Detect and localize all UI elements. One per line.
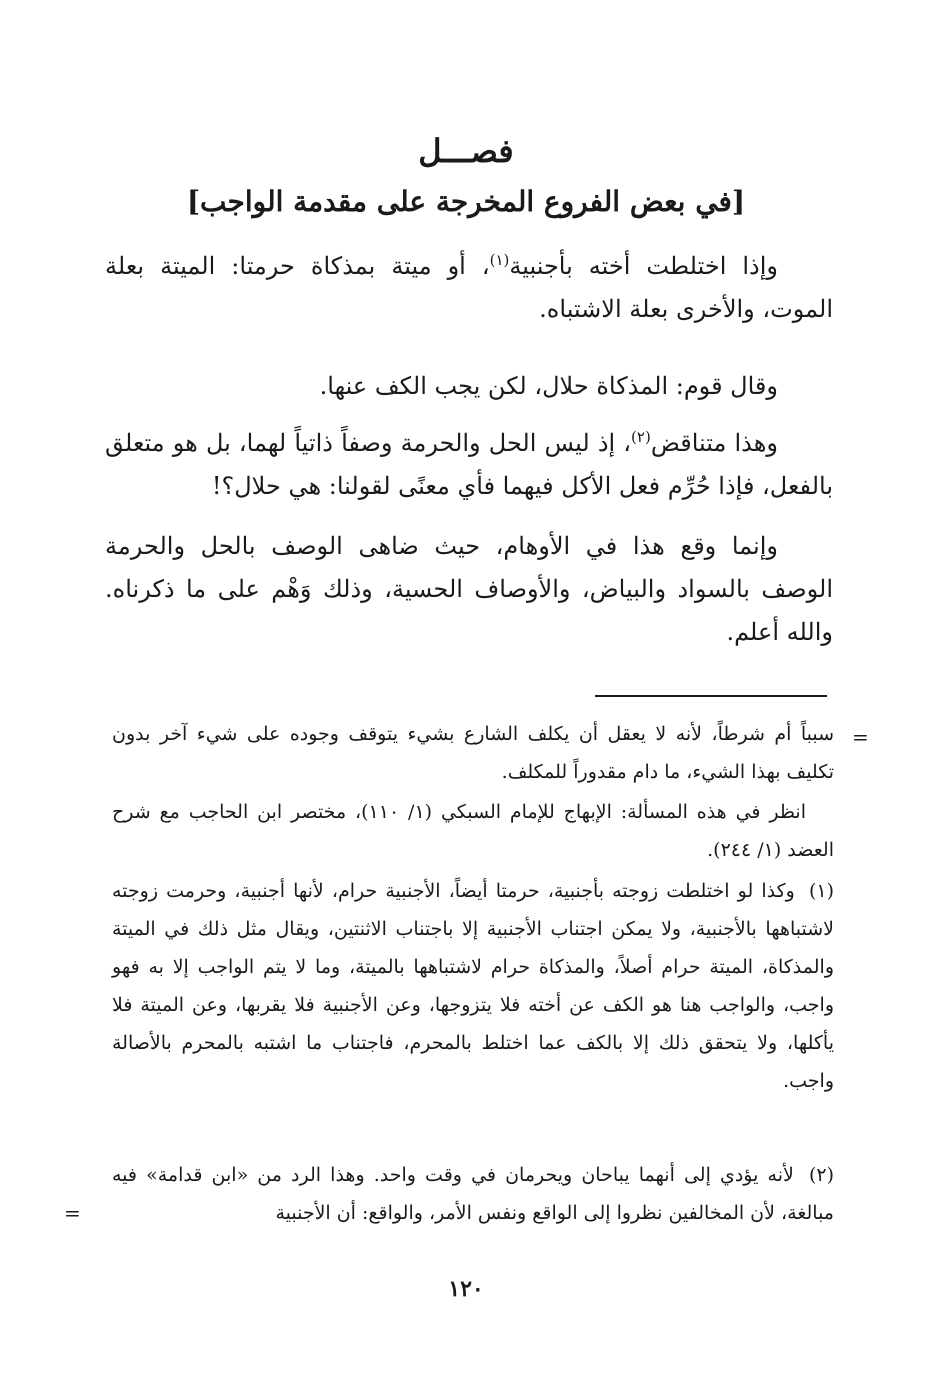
- page-number: ١٢٠: [448, 1276, 484, 1302]
- paragraph-1: [105, 245, 833, 331]
- footnote-1-text: وكذا لو اختلطت زوجته بأجنبية، حرمتا أيضاً، الأجنبية حرام، لأنها أجنبية، وحرمت زوجته لاشتباهها بالأجنبية، ولا يمكن اجتناب الأجنبية إلا باجتناب الاثنتين، ويقال مثل ذلك في الميتة والمذكاة، الميتة حرام أصلاً، والمذكاة حرام لاشتباهها بالميتة، وما لا يتم الواجب إلا به فهو واجب، والواجب هنا هو الكف عن أخته فلا يتزوجها، وعن الأجنبية فلا يقربها، وعن الميتة فلا يأكلها، ولا يتحقق ذلك إلا بالكف عما اختلط بالمحرم، فاجتناب ما اشتبه بالمحرم بالأصالة واجب.: [112, 880, 835, 1092]
- paragraph-1-text-b: ، أو ميتة بمذكاة حرمتا: الميتة بعلة الموت، والأخرى بعلة الاشتباه.: [105, 252, 833, 323]
- footnote-2-number: (٢): [808, 1164, 834, 1186]
- paragraph-4: [105, 525, 833, 654]
- footnote-reference-note: [112, 793, 834, 869]
- paragraph-3-text-a: وهذا متناقض: [650, 429, 778, 457]
- footnote-continuation-text: سبباً أم شرطاً، لأنه لا يعقل أن يكلف الشارع بشيء يتوقف وجوده على شيء آخر بدون تكليف بهذا الشيء، ما دام مقدوراً للمكلف.: [112, 723, 834, 783]
- section-subtitle: [في بعض الفروع المخرجة على مقدمة الواجب]: [186, 185, 746, 218]
- paragraph-3: [105, 422, 833, 508]
- paragraph-2-text: وقال قوم: المذكاة حلال، لكن يجب الكف عنها.: [319, 372, 778, 400]
- footnote-continuation-mark: =: [852, 725, 869, 749]
- footnote-1: [112, 872, 834, 1100]
- paragraph-4-text: وإنما وقع هذا في الأوهام، حيث ضاهى الوصف بالحل والحرمة الوصف بالسواد والبياض، والأوصاف الحسية، وذلك وَهْم على ما ذكرناه. والله أعلم.: [105, 532, 833, 646]
- footnote-1-number: (١): [808, 880, 834, 902]
- paragraph-2: [105, 365, 833, 408]
- section-title: فصـــل: [418, 132, 514, 170]
- footnote-2: [112, 1156, 834, 1232]
- footnote-reference-text: انظر في هذه المسألة: الإبهاج للإمام السبكي (١/ ١١٠)، مختصر ابن الحاجب مع شرح العضد (١/ ٢٤٤).: [112, 801, 834, 861]
- paragraph-3-text-b: ، إذ ليس الحل والحرمة وصفاً ذاتياً لهما، بل هو متعلق بالفعل، فإذا حُرِّم فعل الأكل فيهما فأي معنًى لقولنا: هي حلال؟!: [105, 429, 833, 500]
- footnote-2-continuation-mark: =: [64, 1201, 81, 1225]
- footnote-ref-1[interactable]: (١): [489, 251, 510, 269]
- paragraph-1-text-a: وإذا اختلطت أخته بأجنبية: [509, 252, 778, 280]
- footnote-divider: [595, 695, 827, 697]
- footnote-ref-2[interactable]: (٢): [631, 428, 651, 446]
- footnote-2-text: لأنه يؤدي إلى أنهما يباحان ويحرمان في وقت واحد. وهذا الرد من «ابن قدامة» فيه مبالغة، لأن المخالفين نظروا إلى الواقع ونفس الأمر، والواقع: أن الأجنبية: [112, 1164, 834, 1224]
